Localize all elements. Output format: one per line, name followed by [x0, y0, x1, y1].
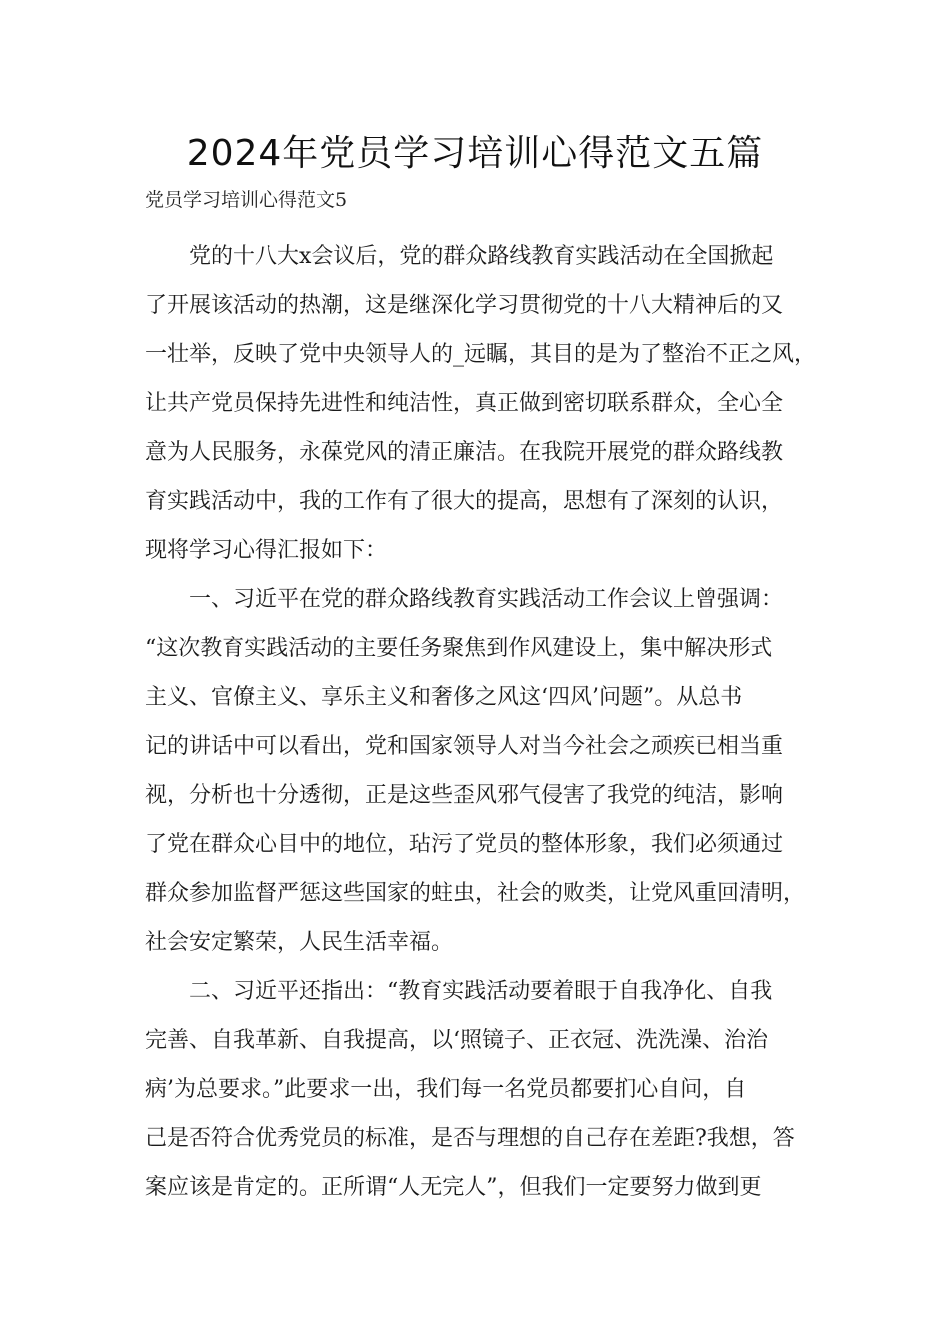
paragraph-line: 案应该是肯定的。正所谓“人无完人”，但我们一定要努力做到更	[145, 1175, 762, 1200]
paragraph-line: 了开展该活动的热潮，这是继深化学习贯彻党的十八大精神后的又	[145, 293, 784, 318]
paragraph-line: 一壮举，反映了党中央领导人的_远瞩，其目的是为了整治不正之风，	[145, 342, 817, 367]
paragraph-line: 一、习近平在党的群众路线教育实践活动工作会议上曾强调：	[189, 587, 784, 612]
paragraph-line: 社会安定繁荣，人民生活幸福。	[145, 930, 454, 955]
paragraph-line: 主义、官僚主义、享乐主义和奢侈之风这‘四风’问题”。从总书	[145, 685, 743, 710]
paragraph-line: 二、习近平还指出：“教育实践活动要着眼于自我净化、自我	[189, 979, 773, 1004]
paragraph-line: 育实践活动中，我的工作有了很大的提高，思想有了深刻的认识，	[145, 489, 784, 514]
paragraph-line: 病’为总要求。”此要求一出，我们每一名党员都要扪心自问，自	[145, 1077, 747, 1102]
paragraph-line: 让共产党员保持先进性和纯洁性，真正做到密切联系群众，全心全	[145, 391, 784, 416]
paragraph-line: 完善、自我革新、自我提高，以‘照镜子、正衣冠、洗洗澡、治治	[145, 1028, 768, 1053]
document-subtitle: 党员学习培训心得范文5	[145, 189, 348, 211]
paragraph-line: 视，分析也十分透彻，正是这些歪风邪气侵害了我党的纯洁，影响	[145, 783, 784, 808]
document-body	[145, 232, 825, 1212]
paragraph-line: 党的十八大x会议后，党的群众路线教育实践活动在全国掀起	[189, 244, 774, 269]
paragraph-line: 现将学习心得汇报如下：	[145, 538, 388, 563]
paragraph-line: 意为人民服务，永葆党风的清正廉洁。在我院开展党的群众路线教	[145, 440, 784, 465]
paragraph-line: 记的讲话中可以看出，党和国家领导人对当今社会之顽疾已相当重	[145, 734, 784, 759]
paragraph-line: 己是否符合优秀党员的标准，是否与理想的自己存在差距?我想，答	[145, 1126, 795, 1151]
paragraph-line: 群众参加监督严惩这些国家的蛀虫，社会的败类，让党风重回清明，	[145, 881, 806, 906]
paragraph-line: “这次教育实践活动的主要任务聚焦到作风建设上，集中解决形式	[145, 636, 773, 661]
paragraph-3	[145, 967, 825, 1212]
paragraph-line: 了党在群众心目中的地位，玷污了党员的整体形象，我们必须通过	[145, 832, 784, 857]
paragraph-2	[145, 575, 825, 967]
document-title: 2024年党员学习培训心得范文五篇	[186, 133, 764, 174]
paragraph-1	[145, 232, 825, 575]
